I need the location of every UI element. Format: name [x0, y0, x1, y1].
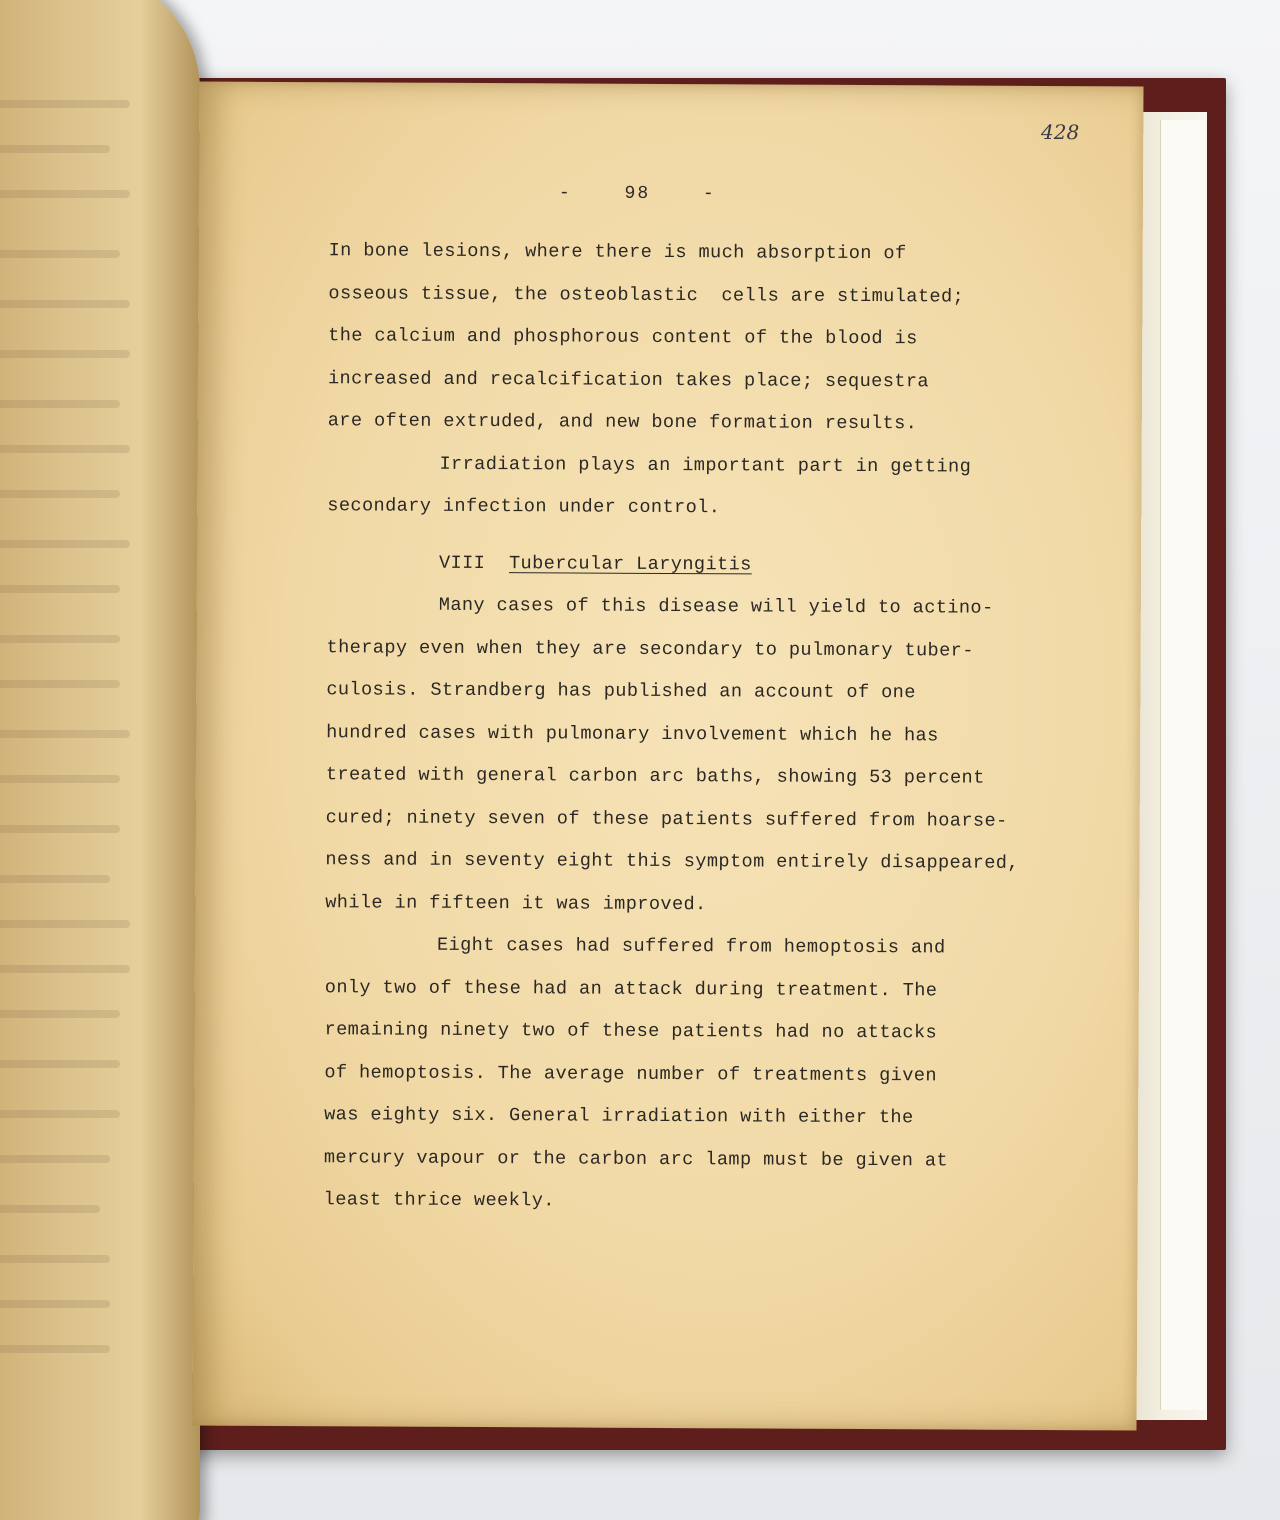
bleed-through-line — [0, 1155, 110, 1163]
text-line: ness and in seventy eight this symptom entirely disappeared, — [325, 849, 1019, 874]
text-line: treated with general carbon arc baths, showing 53 percent — [325, 764, 985, 789]
bleed-through-line — [0, 1060, 120, 1068]
text-line: the calcium and phosphorous content of the blood is — [328, 325, 918, 350]
bleed-through-line — [0, 680, 120, 688]
bleed-through-line — [0, 825, 120, 833]
bleed-through-line — [0, 490, 120, 498]
text-line: hundred cases with pulmonary involvement which he has — [326, 721, 939, 746]
bleed-through-line — [0, 300, 130, 308]
section-number: VIII — [438, 552, 486, 574]
text-line: only two of these had an attack during treatment. The — [324, 976, 938, 1001]
folio-number: 428 — [1041, 119, 1080, 145]
bleed-through-line — [0, 350, 130, 358]
text-line: while in fifteen it was improved. — [325, 891, 707, 915]
bleed-through-line — [0, 1110, 120, 1118]
page-number: - 98 - — [558, 183, 716, 205]
text-line: secondary infection under control. — [327, 495, 721, 519]
paragraph-laryngitis — [325, 584, 1067, 928]
bleed-through-line — [0, 145, 110, 153]
text-line: cured; ninety seven of these patients suffered from hoarse- — [325, 806, 1008, 832]
text-line: Many cases of this disease will yield to actino- — [438, 594, 994, 619]
text-line: culosis. Strandberg has published an account of one — [326, 679, 916, 704]
facing-page — [0, 0, 200, 1520]
bleed-through-line — [0, 635, 120, 643]
text-line: osseous tissue, the osteoblastic cells are stimulated; — [328, 282, 965, 308]
text-line: Irradiation plays an important part in getting — [439, 453, 972, 478]
bleed-through-line — [0, 875, 110, 883]
bleed-through-line — [0, 100, 130, 108]
endpaper-inner-leaf — [1160, 120, 1205, 1410]
bleed-through-line — [0, 1205, 100, 1213]
bleed-through-line — [0, 445, 130, 453]
bleed-through-line — [0, 775, 120, 783]
bleed-through-line — [0, 250, 120, 258]
section-title: Tubercular Laryngitis — [508, 552, 752, 575]
text-line: therapy even when they are secondary to pulmonary tuber- — [326, 636, 974, 662]
text-line: remaining ninety two of these patients had no attacks — [324, 1019, 938, 1044]
text-line: increased and recalcification takes place; sequestra — [327, 367, 930, 392]
text-line: Eight cases had suffered from hemoptosis and — [436, 934, 946, 959]
bleed-through-line — [0, 730, 130, 738]
text-line: mercury vapour or the carbon arc lamp must be given at — [323, 1146, 949, 1171]
bleed-through-line — [0, 920, 130, 928]
text-line: In bone lesions, where there is much absorption of — [328, 240, 907, 265]
paragraph-bone-lesions — [328, 230, 1069, 446]
paragraph-hemoptosis — [324, 924, 1066, 1225]
text-line: are often extruded, and new bone formation results. — [327, 410, 918, 435]
typescript-page — [192, 82, 1143, 1431]
bleed-through-line — [0, 1345, 110, 1353]
text-line: least thrice weekly. — [323, 1189, 555, 1212]
bleed-through-line — [0, 1255, 110, 1263]
bleed-through-line — [0, 585, 120, 593]
bleed-through-line — [0, 1300, 110, 1308]
bleed-through-line — [0, 540, 130, 548]
paragraph-irradiation — [327, 443, 1067, 532]
bleed-through-line — [0, 400, 120, 408]
text-line: of hemoptosis. The average number of treatments given — [324, 1061, 937, 1086]
bleed-through-line — [0, 965, 130, 973]
section-heading — [327, 542, 1067, 588]
bleed-through-line — [0, 1010, 120, 1018]
page-body — [324, 230, 1069, 1225]
text-line: was eighty six. General irradiation with either the — [324, 1104, 914, 1129]
bleed-through-line — [0, 190, 130, 198]
